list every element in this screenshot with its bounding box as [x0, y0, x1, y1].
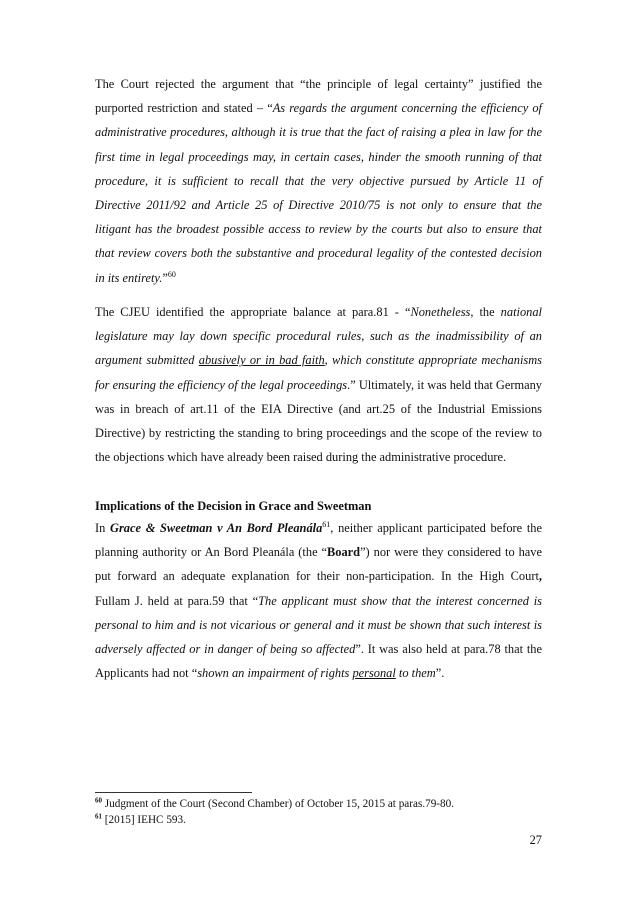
quotation-text: Nonetheless, [410, 305, 474, 319]
footnote [95, 796, 542, 812]
quotation-text: national legislature may lay down specific procedural rules, such as the inadmissibility of an argument submitted [95, 305, 542, 368]
footnote-ref-60[interactable]: 60 [167, 269, 176, 279]
defined-term: Board [327, 545, 361, 560]
text-span: , neither applicant participated before the planning authority or An Bord Pleanála (the “ [95, 521, 542, 560]
text-span: ”. [435, 666, 445, 681]
text-span: ”) nor were they considered to have put forward an adequate explanation for their non-participation. In the High Court [95, 545, 542, 584]
paragraph-court-rejected [95, 72, 542, 290]
text-span: The Court rejected the argument that “the principle of legal certainty” justified the purported restriction and stated – “ [95, 77, 542, 116]
footnote-ref-61[interactable]: 61 [322, 519, 331, 529]
footnotes [95, 796, 542, 828]
page-number: 27 [529, 833, 542, 847]
quotation-text: The applicant must show that the interest concerned is personal to him and is not vicarious or general and it must be shown that such interest is adversely affected or in danger of being so affected [95, 593, 542, 657]
section-heading: Implications of the Decision in Grace and Sweetman [95, 499, 372, 513]
case-name: Grace & Sweetman v An Bord Pleanála [110, 521, 323, 535]
text-span: ” [162, 270, 168, 285]
quotation-text: to them [395, 666, 436, 681]
text-span: , [538, 569, 542, 584]
paragraph-grace-sweetman [95, 516, 542, 685]
footnote-text: Judgment of the Court (Second Chamber) of October 15, 2015 at paras.79-80. [102, 798, 455, 810]
underlined-quotation: personal [352, 666, 396, 681]
footnote [95, 812, 542, 828]
text-span: Fullam J. held at para.59 that “ [95, 593, 259, 608]
paragraph-cjeu-balance [95, 300, 542, 469]
footnote-text: [2015] IEHC 593. [102, 814, 186, 826]
text-span: In [95, 521, 111, 535]
text-span: .” Ultimately, it was held that Germany was in breach of art.11 of the EIA Directive (and art.25 of the Industrial Emissions Directive) by restricting the standing to bring proceedings and the scope of the review to the objections which have already been raised during the administrative procedure. [95, 377, 543, 465]
text-span: the [473, 305, 501, 319]
text-span: The CJEU identified the appropriate balance at para.81 - “ [95, 305, 411, 319]
footnote-number: 61 [95, 812, 102, 821]
quotation-text: As regards the argument concerning the efficiency of administrative procedures, although it is true that the fact of raising a plea in law for the first time in legal proceedings may, in certain cases, hinder the smooth running of that procedure, it is sufficient to recall that the very objective pursued by Article 11 of Directive 2011/92 and Article 25 of Directive 2010/75 is not only to ensure that the litigant has the broadest possible access to review by the courts but also to ensure that that review covers both the substantive and procedural legality of the contested decision in its entirety. [95, 101, 542, 285]
underlined-quotation: abusively or in bad faith [198, 353, 325, 368]
quotation-text: shown an impairment of rights [197, 666, 353, 681]
footnote-number: 60 [95, 796, 102, 805]
text-span: ”. It was also held at para.78 that the Applicants had not “ [95, 642, 542, 681]
quotation-text: , which constitute appropriate mechanisms for ensuring the efficiency of the legal proceedings [95, 353, 542, 392]
footnote-divider [95, 792, 252, 793]
